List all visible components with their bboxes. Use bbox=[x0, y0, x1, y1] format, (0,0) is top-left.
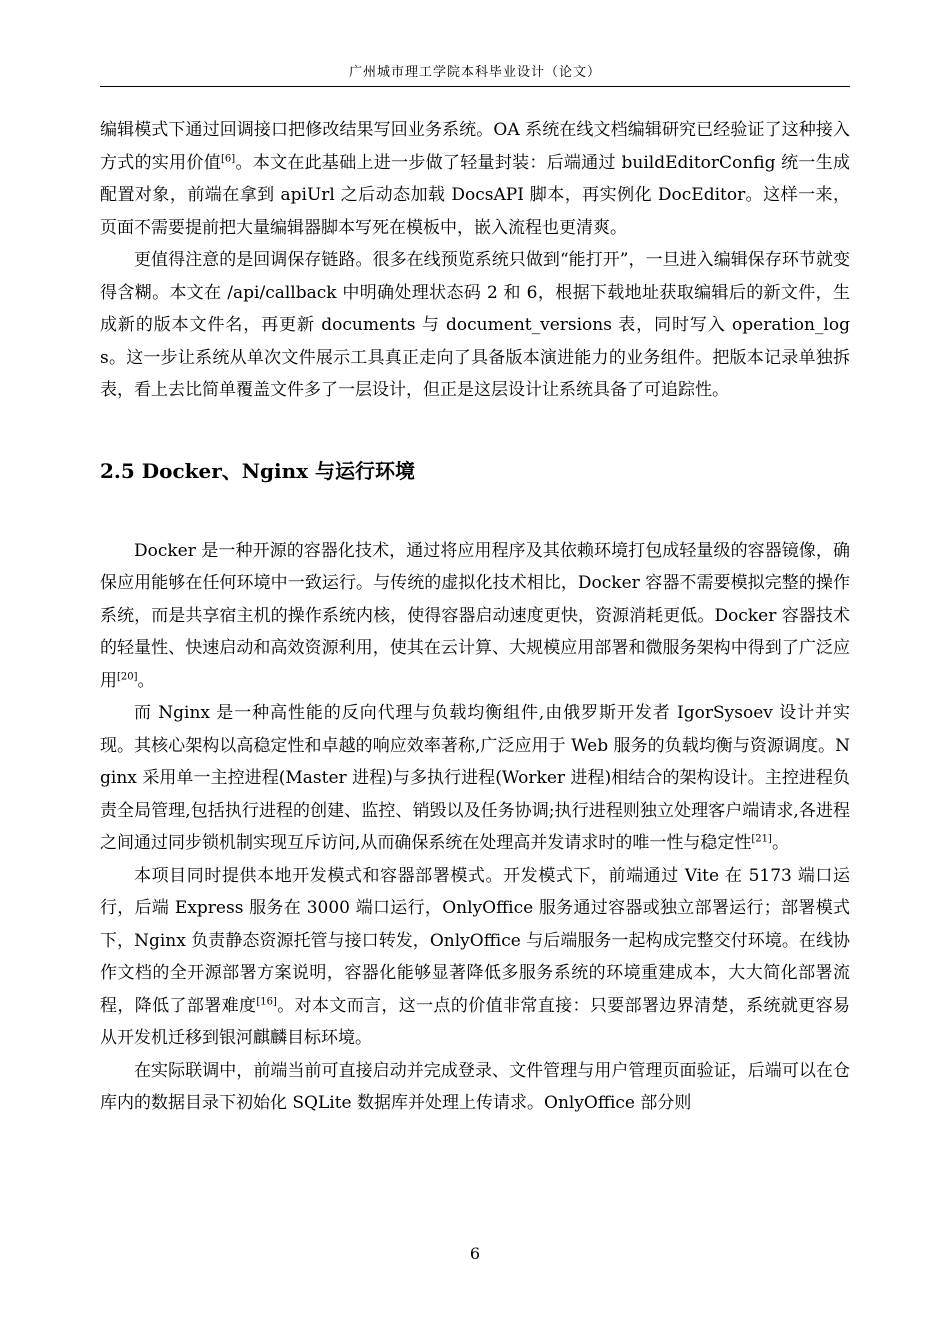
section-heading-wrap bbox=[100, 457, 850, 485]
paragraph bbox=[100, 535, 850, 698]
paragraph-text: 。本文在此基础上进一步做了轻量封装：后端通过 buildEditorConfig 统一生成配置对象，前端在拿到 apiUrl 之后动态加载 DocsAPI 脚本，再实例化 DocEditor。这样一来，页面不需要提前把大量编辑器脚本写死在模板中，嵌入流程也更清爽。 bbox=[100, 152, 851, 238]
paragraph-text: 本项目同时提供本地开发模式和容器部署模式。开发模式下，前端通过 Vite 在 5173 端口运行，后端 Express 服务在 3000 端口运行，OnlyOffice 服务通过容器或独立部署运行；部署模式下，Nginx 负责静态资源托管与接口转发，OnlyOffice 与后端服务一起构成完整交付环境。在线协作文档的全开源部署方案说明，容器化能够显著降低多服务系统的环境重建成本，大大简化部署流程，降低了部署难度 bbox=[100, 865, 850, 1016]
paragraph-text: 。对本文而言，这一点的价值非常直接：只要部署边界清楚，系统就更容易从开发机迁移到银河麒麟目标环境。 bbox=[100, 995, 851, 1048]
running-header: 广州城市理工学院本科毕业设计（论文） bbox=[348, 65, 601, 80]
paragraph-text: 。 bbox=[137, 670, 155, 691]
paragraph: 在实际联调中，前端当前可直接启动并完成登录、文件管理与用户管理页面验证，后端可以在仓库内的数据目录下初始化 SQLite 数据库并处理上传请求。OnlyOffice 部分则 bbox=[100, 1060, 850, 1113]
citation: [6] bbox=[221, 152, 236, 164]
paragraph bbox=[100, 860, 850, 1055]
page-number: 6 bbox=[469, 1244, 481, 1263]
paragraph-text: Docker 是一种开源的容器化技术，通过将应用程序及其依赖环境打包成轻量级的容器镜像，确保应用能够在任何环境中一致运行。与传统的虚拟化技术相比，Docker 容器不需要模拟完整的操作系统，而是共享宿主机的操作系统内核，使得容器启动速度更快，资源消耗更低。Docker 容器技术的轻量性、快速启动和高效资源利用，使其在云计算、大规模应用部署和微服务架构中得到了广泛应用 bbox=[100, 540, 850, 691]
header-divider bbox=[100, 86, 850, 87]
paragraph: 更值得注意的是回调保存链路。很多在线预览系统只做到“能打开”，一旦进入编辑保存环节就变得含糊。本文在 /api/callback 中明确处理状态码 2 和 6，根据下载地址获取编辑后的新文件，生成新的版本文件名，再更新 documents 与 document_versions 表，同时写入 operation_logs。这一步让系统从单次文件展示工具真正走向了具备版本演进能力的业务组件。把版本记录单独拆表，看上去比简单覆盖文件多了一层设计，但正是这层设计让系统具备了可追踪性。 bbox=[100, 250, 850, 400]
citation: [16] bbox=[256, 995, 277, 1007]
paragraph-text: 而 Nginx 是一种高性能的反向代理与负载均衡组件,由俄罗斯开发者 IgorSysoev 设计并实现。其核心架构以高稳定性和卓越的响应效率著称,广泛应用于 Web 服务的负载均衡与资源调度。Nginx 采用单一主控进程(Master 进程)与多执行进程(Worker 进程)相结合的架构设计。主控进程负责全局管理,包括执行进程的创建、监控、销毁以及任务协调;执行进程则独立处理客户端请求,各进程之间通过同步锁机制实现互斥访问,从而确保系统在处理高并发请求时的唯一性与稳定性 bbox=[100, 703, 850, 853]
section-heading: 2.5 Docker、Nginx 与运行环境 bbox=[100, 458, 416, 483]
paragraph-continued bbox=[100, 114, 850, 244]
page-body bbox=[100, 114, 850, 1120]
paragraph bbox=[100, 697, 850, 860]
paragraph-text: 编辑模式下通过回调接口把修改结果写回业务系统。OA 系统在线文档编辑研究已经验证了这种接入方式的实用价值 bbox=[100, 120, 850, 173]
paragraph-text: 。 bbox=[771, 833, 789, 853]
citation: [20] bbox=[117, 670, 138, 682]
citation: [21] bbox=[751, 833, 772, 845]
